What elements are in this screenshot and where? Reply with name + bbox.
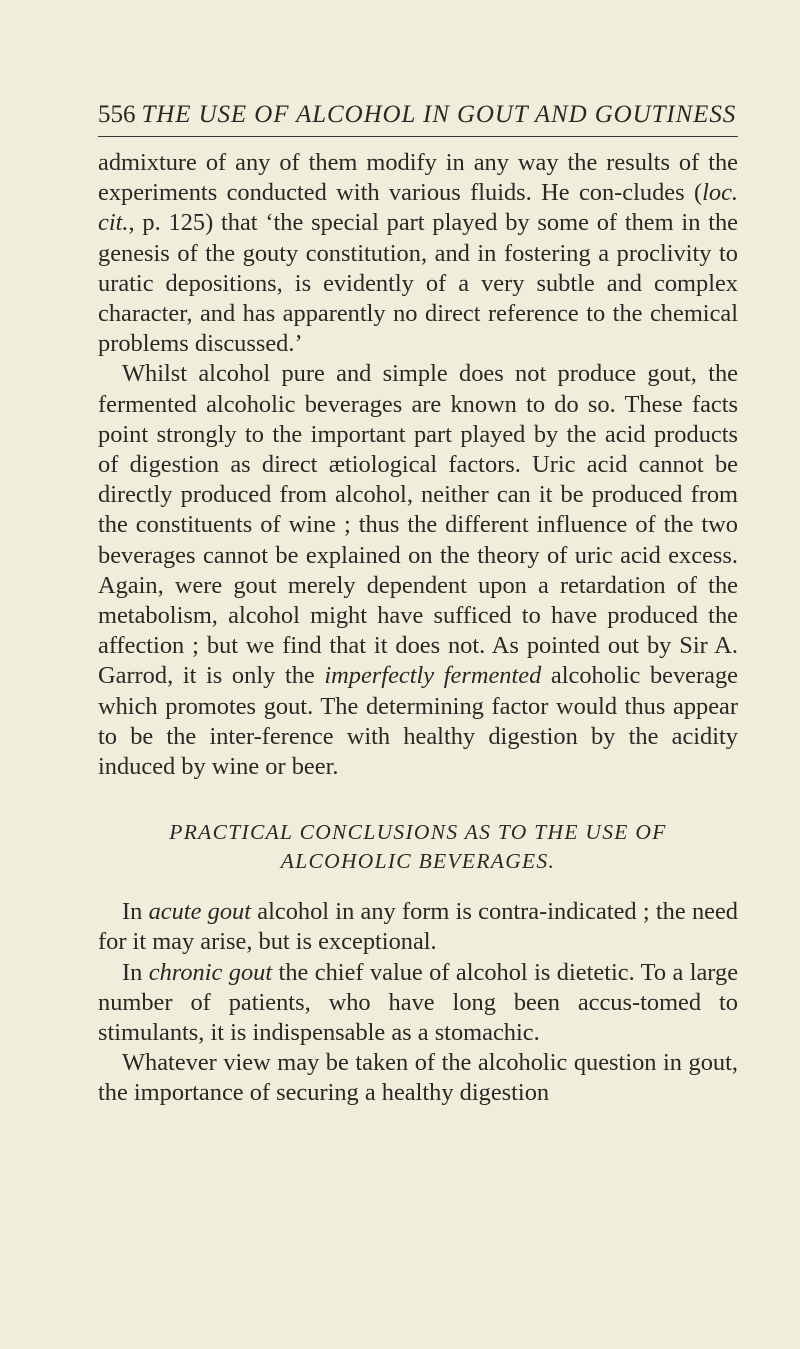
section-heading-line-1: PRACTICAL CONCLUSIONS AS TO THE USE OF — [169, 820, 667, 845]
emphasis-italic: chronic gout — [148, 958, 273, 986]
paragraph-4 — [98, 958, 738, 1049]
paragraph-3 — [98, 897, 738, 957]
paragraph-text: alcohol in any form is contra-indicated ; the need for it may arise, but is exceptional. — [98, 898, 738, 956]
paragraph-text: In — [122, 898, 149, 926]
paragraph-text: Whatever view may be taken of the alcoholic question in gout, the importance of securing a healthy digestion — [98, 1049, 738, 1107]
body-text — [98, 148, 738, 1109]
page-number: 556 — [98, 101, 136, 128]
citation-italic: loc. cit. — [98, 179, 738, 237]
paragraph-text: the chief value of alcohol is dietetic. To a large number of patients, who have long been accus-tomed to stimulants, it is indispensable as a stomachic. — [98, 958, 739, 1047]
paragraph-text: alcoholic beverage which promotes gout. The determining factor would thus appear to be the inter-ference with healthy digestion by the acidity induced by wine or beer. — [98, 662, 738, 781]
emphasis-italic: acute gout — [148, 898, 252, 926]
running-title: THE USE OF ALCOHOL IN GOUT AND GOUTINESS — [141, 101, 737, 128]
paragraph-2 — [98, 359, 738, 782]
paragraph-text: In — [122, 958, 149, 986]
section-heading — [98, 818, 738, 876]
running-head — [98, 96, 738, 137]
paragraph-text: admixture of any of them modify in any way the results of the experiments conducted with various fluids. He con-cludes ( — [98, 149, 738, 207]
paragraph-5 — [98, 1048, 738, 1108]
section-heading-line-2: ALCOHOLIC BEVERAGES. — [280, 849, 556, 874]
paragraph-text: Whilst alcohol pure and simple does not produce gout, the fermented alcoholic beverages are known to do so. These facts point strongly to the important part played by the acid products of digestion as direct ætiological factors. Uric acid cannot be directly produced from alcohol, neither can it be produced from the constituents of wine ; thus the different influence of the two beverages cannot be explained on the theory of uric acid excess. Again, were gout merely dependent upon a retardation of the metabolism, alcohol might have sufficed to have produced the affection ; but we find that it does not. As pointed out by Sir A. Garrod, it is only the — [98, 360, 738, 690]
emphasis-italic: imperfectly fermented — [324, 662, 542, 690]
paragraph-1 — [98, 148, 738, 359]
paragraph-text: , p. 125) that ‘the special part played by some of them in the genesis of the gouty constitution, and in fostering a proclivity to uratic depositions, is evidently of a very subtle and complex character, and has apparently no direct reference to the chemical problems discussed.’ — [98, 209, 738, 358]
